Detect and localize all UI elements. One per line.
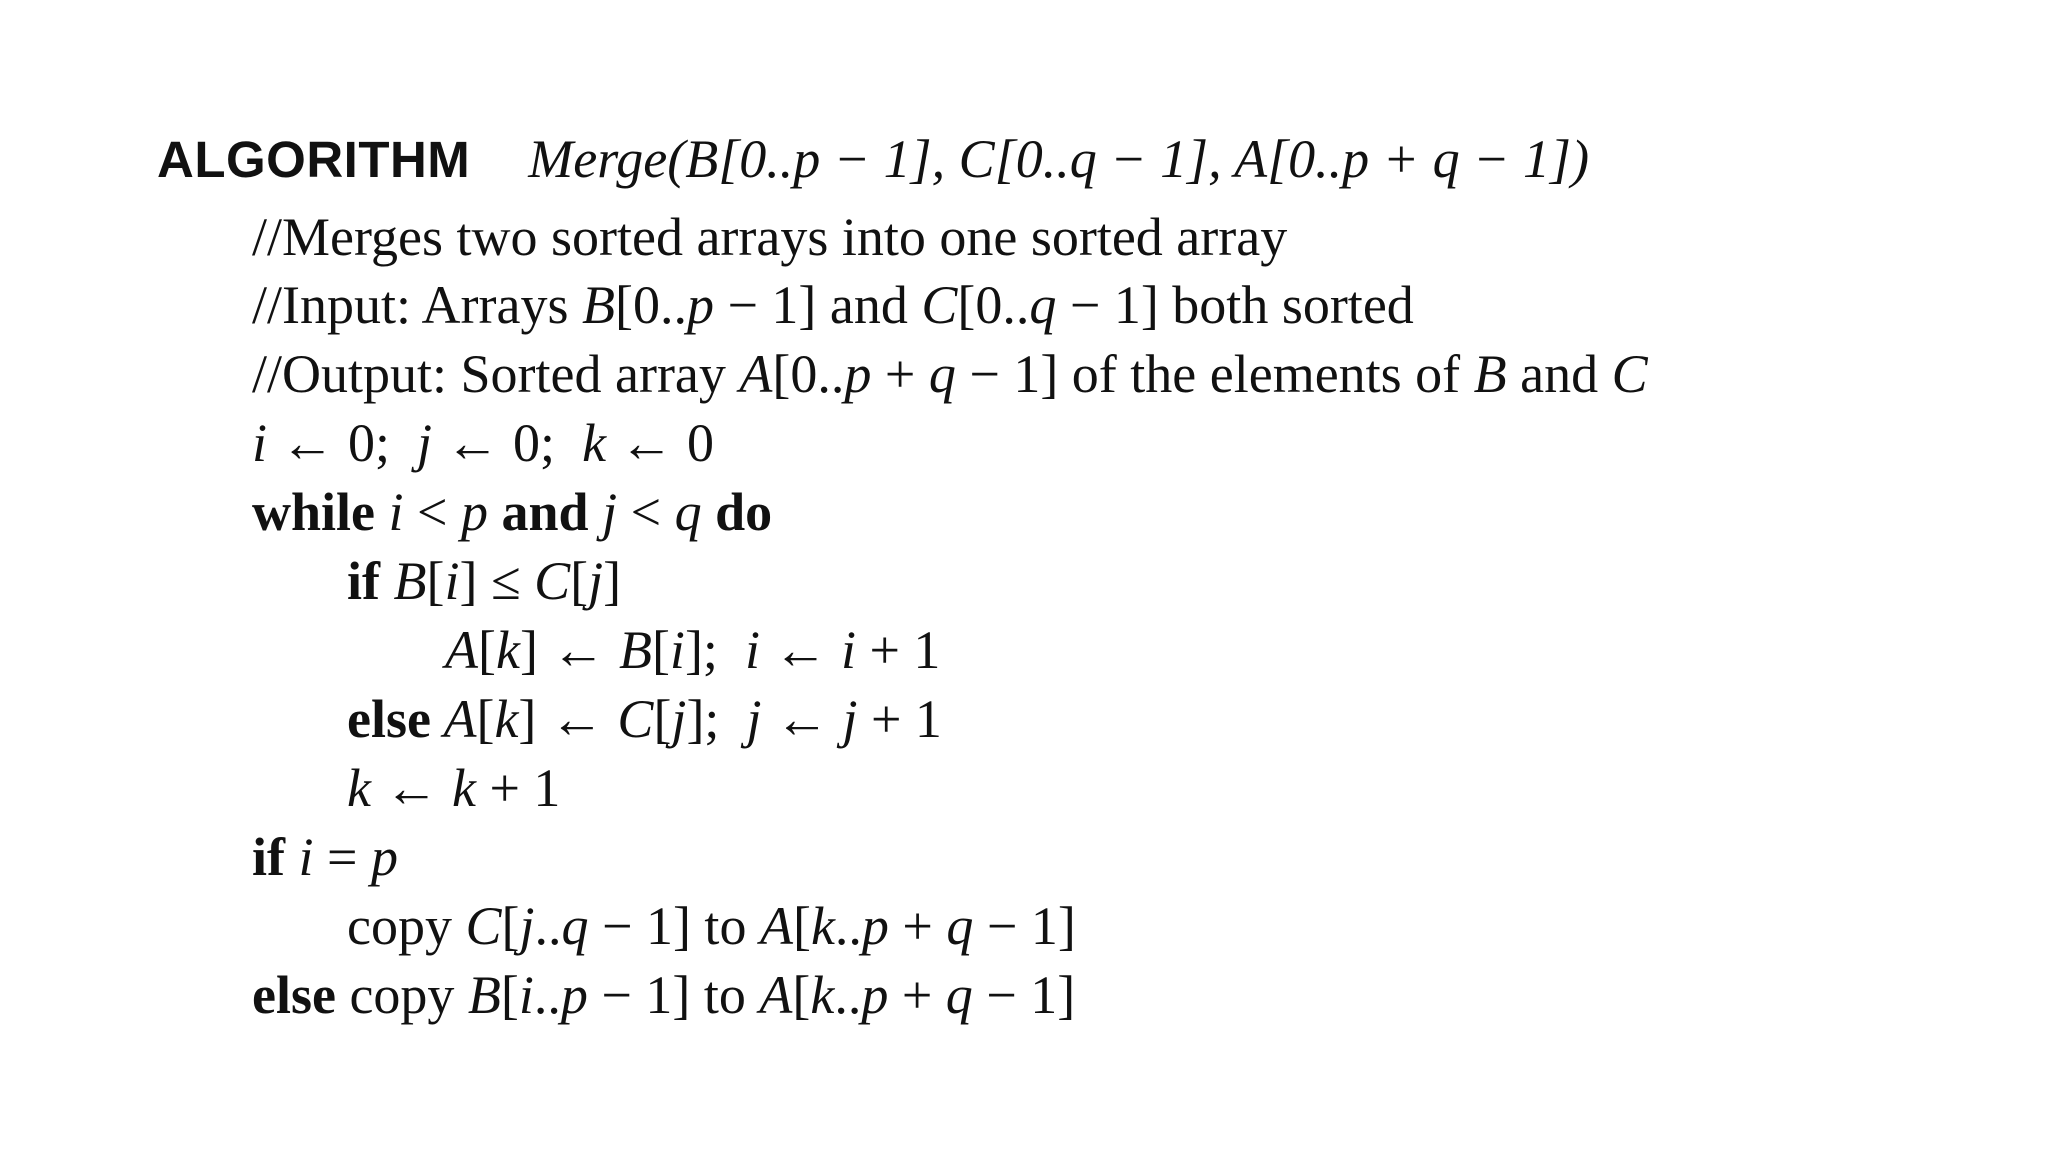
code-if-done-line [252,823,398,891]
inc-arrow: ← [370,758,452,818]
var-j: j [417,413,433,473]
copy-c-lbracket: [ [501,896,520,956]
while-lt-2: < [617,482,675,542]
copy-b-lbracket: [ [500,965,519,1025]
comment-output-a: A [739,344,773,404]
copy-b-var-k: k [810,965,835,1025]
else-var-j-3: j [842,689,858,749]
copy-c-var-k: k [810,896,835,956]
copy-b-dots: .. [533,965,561,1025]
if-lbracket-2: [ [570,551,589,611]
copy-b-rest-2: − 1] [972,965,1076,1025]
else-lbracket-2: [ [653,689,672,749]
comment-input-q: q [1029,275,1057,335]
keyword-else: else [347,689,431,749]
if-rbracket-2: ] [603,551,622,611]
if-array-c: C [534,551,571,611]
else-plus-one: + 1 [857,689,942,749]
while-var-p: p [461,482,488,542]
keyword-if: if [347,551,380,611]
assign-b-array-b: B [618,620,652,680]
code-if-line [347,547,621,615]
code-copy-c-line [347,892,1076,960]
copy-b-dots-2: .. [834,965,862,1025]
copy-b-var-p-2: p [861,965,889,1025]
keyword-do: do [701,482,773,542]
copy-b-var-q: q [945,965,973,1025]
assign-b-var-i: i [669,620,685,680]
if-rbracket-le: ] ≤ [459,551,535,611]
comment-output-rest: − 1] of the elements of [955,344,1474,404]
init-k-assign: ← 0 [606,413,715,473]
comment-input-c: C [921,275,958,335]
assign-b-array-a: A [445,620,478,680]
while-var-i: i [375,482,404,542]
comment-output-and: and [1506,344,1612,404]
copy-b-rest-1: − 1] to [587,965,760,1025]
if-array-b: B [380,551,427,611]
copy-c-var-q: q [561,896,589,956]
var-k: k [582,413,607,473]
else-arrow: ← [761,689,843,749]
comment-output-p: p [844,344,872,404]
comment-output-b: B [1473,344,1507,404]
copy-c-var-q-2: q [946,896,974,956]
keyword-while: while [252,482,376,542]
else-rbracket-arrow: ] ← [518,689,618,749]
if-done-var-i: i [285,827,314,887]
copy-b-lbracket-2: [ [792,965,811,1025]
copy-c-rest-2: − 1] [973,896,1076,956]
assign-b-lbracket-2: [ [651,620,670,680]
copy-c-var-j: j [519,896,535,956]
assign-b-var-i-2: i [744,620,760,680]
copy-c-dots-2: .. [834,896,862,956]
copy-c-array-a: A [759,896,793,956]
init-i-assign: ← 0; [267,413,418,473]
code-init-line [252,409,714,477]
copy-b-var-p: p [560,965,588,1025]
copy-b-array-b: B [467,965,501,1025]
assign-b-lbracket-1: [ [478,620,496,680]
comment-input-q-rest: − 1] both sorted [1056,275,1414,335]
var-i: i [252,413,268,473]
while-var-q: q [674,482,702,542]
comment-output-plus: + [871,344,929,404]
while-var-j: j [602,482,618,542]
code-while-line [252,478,772,546]
keyword-if-2: if [252,827,285,887]
comment-output-q: q [928,344,956,404]
code-copy-b-line [252,961,1075,1029]
algorithm-header [157,125,1589,193]
comment-purpose [252,203,1287,271]
else-array-a: A [430,689,477,749]
assign-b-rbracket-arrow: ] ← [519,620,619,680]
init-j-assign: ← 0; [432,413,583,473]
inc-var-k-2: k [451,758,476,818]
else-array-c: C [617,689,654,749]
else-rbracket-2: ]; [686,689,747,749]
copy-b-array-a: A [759,965,793,1025]
if-lbracket-1: [ [426,551,445,611]
if-done-eq: = [313,827,371,887]
copy-b-var-i: i [518,965,534,1025]
copy-c-lbracket-2: [ [792,896,811,956]
inc-var-k: k [347,758,371,818]
copy-c-dots: .. [534,896,562,956]
copy-c-array-c: C [465,896,502,956]
algorithm-signature: Merge(B[0..p − 1], C[0..q − 1], A[0..p + q − 1]) [528,129,1590,189]
copy-c-var-p: p [861,896,889,956]
code-k-increment-line [347,754,560,822]
comment-output [252,340,1648,408]
copy-c-rest-1: − 1] to [588,896,760,956]
comment-input [252,271,1414,339]
if-var-j: j [588,551,604,611]
copy-b-word: copy [335,965,468,1025]
copy-c-word: copy [347,896,466,956]
comment-output-range: [0.. [772,344,845,404]
algorithm-label: ALGORITHM [157,131,471,188]
keyword-else-2: else [252,965,336,1025]
comment-input-c-range: [0.. [957,275,1030,335]
comment-input-p-rest: − 1] and [713,275,922,335]
assign-b-arrow: ← [759,620,841,680]
if-var-i: i [444,551,460,611]
comment-input-b: B [581,275,615,335]
comment-output-c: C [1611,344,1648,404]
else-lbracket-1: [ [476,689,495,749]
comment-output-prefix: //Output: Sorted array [252,344,740,404]
else-var-k: k [494,689,519,749]
assign-b-rbracket-2: ]; [684,620,745,680]
code-else-line [347,685,942,753]
while-lt-1: < [403,482,461,542]
code-assign-b-line [445,616,940,684]
comment-purpose-text: //Merges two sorted arrays into one sorted array [252,207,1288,267]
inc-plus-one: + 1 [475,758,561,818]
assign-b-plus-one: + 1 [855,620,941,680]
keyword-and: and [488,482,603,542]
copy-c-plus: + [888,896,947,956]
comment-input-p: p [686,275,714,335]
else-var-j-2: j [746,689,762,749]
if-done-var-p: p [370,827,398,887]
comment-input-prefix: //Input: Arrays [252,275,582,335]
comment-input-b-range: [0.. [614,275,687,335]
else-var-j: j [671,689,687,749]
assign-b-var-i-3: i [840,620,856,680]
copy-b-plus: + [888,965,946,1025]
assign-b-var-k: k [495,620,520,680]
